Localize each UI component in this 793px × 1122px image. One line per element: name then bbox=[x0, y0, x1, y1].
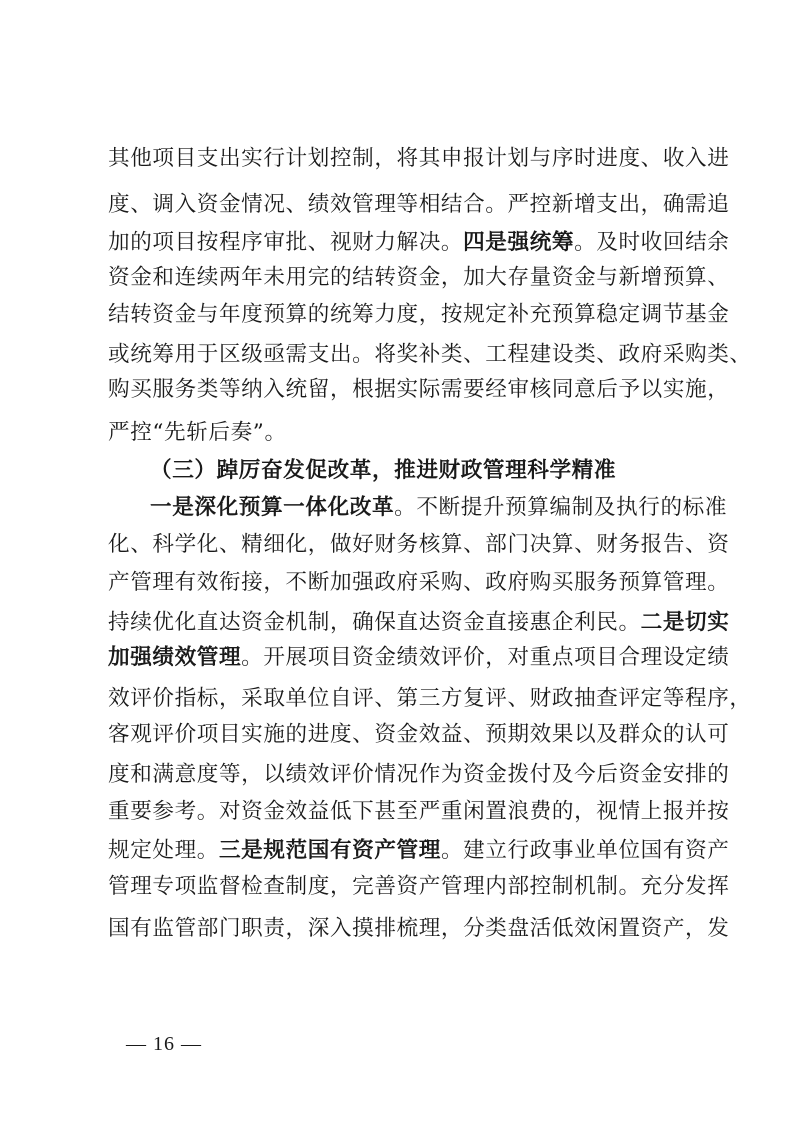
text-run: 结转资金与年度预算的统筹力度，按规定补充预算稳定调节基金 bbox=[108, 302, 730, 327]
body-line bbox=[108, 914, 730, 944]
text-run: 效评价指标，采取单位自评、第三方复评、财政抽查评定等程序， bbox=[108, 686, 752, 711]
text-run: 其他项目支出实行计划控制，将其申报计划与序时进度、收入进 bbox=[108, 146, 730, 171]
body-line bbox=[108, 720, 730, 750]
body-line bbox=[108, 643, 730, 673]
text-run: 重要参考。对资金效益低下甚至严重闲置浪费的，视情上报并按 bbox=[108, 799, 730, 824]
body-line bbox=[150, 493, 728, 523]
body-line bbox=[108, 797, 730, 827]
text-run: 。及时收回结余 bbox=[574, 230, 730, 255]
body-line bbox=[108, 418, 708, 448]
text-run: 客观评价项目实施的进度、资金效益、预期效果以及群众的认可 bbox=[108, 722, 730, 747]
body-line bbox=[108, 530, 730, 560]
body-line bbox=[108, 263, 730, 293]
body-line bbox=[108, 836, 730, 866]
text-run: 。不断提升预算编制及执行的标准 bbox=[394, 495, 728, 520]
text-run: 度和满意度等，以绩效评价情况作为资金拨付及今后资金安排的 bbox=[108, 762, 730, 787]
text-run: 管理专项监督检查制度，完善资产管理内部控制机制。充分发挥 bbox=[108, 874, 730, 899]
text-run: 化、科学化、精细化，做好财务核算、部门决算、财务报告、资 bbox=[108, 532, 730, 557]
body-line bbox=[108, 684, 752, 714]
bold-run: 四是强统筹 bbox=[463, 230, 575, 255]
body-line bbox=[108, 872, 730, 902]
body-line bbox=[108, 760, 730, 790]
text-run: 。建立行政事业单位国有资产 bbox=[440, 838, 730, 863]
body-line bbox=[108, 340, 752, 370]
heading-text: （三）踔厉奋发促改革，推进财政管理科学精准 bbox=[150, 458, 617, 483]
body-line bbox=[108, 228, 730, 258]
text-run: 规定处理。 bbox=[108, 838, 219, 863]
text-run: 持续优化直达资金机制，确保直达资金直接惠企利民。 bbox=[108, 610, 641, 635]
bold-run: 三是规范国有资产管理 bbox=[218, 838, 441, 863]
text-run: 度、调入资金情况、绩效管理等相结合。严控新增支出，确需追 bbox=[108, 192, 730, 217]
text-run: 购买服务类等纳入统留，根据实际需要经审核同意后予以实施， bbox=[108, 377, 730, 402]
bold-run: 加强绩效管理 bbox=[108, 645, 242, 670]
text-run: 加的项目按程序审批、视财力解决。 bbox=[108, 230, 464, 255]
section-heading bbox=[150, 456, 710, 486]
text-run: 。开展项目资金绩效评价，对重点项目合理设定绩 bbox=[241, 645, 730, 670]
bold-run: 二是切实 bbox=[640, 610, 730, 635]
body-line bbox=[108, 300, 730, 330]
page-number: — 16 — bbox=[126, 1033, 202, 1055]
body-line bbox=[108, 190, 730, 220]
body-line bbox=[108, 608, 730, 638]
text-run: 国有监管部门职责，深入摸排梳理，分类盘活低效闲置资产，发 bbox=[108, 916, 730, 941]
bold-run: 一是深化预算一体化改革 bbox=[150, 495, 395, 520]
body-line bbox=[108, 144, 730, 174]
text-run: 资金和连续两年未用完的结转资金，加大存量资金与新增预算、 bbox=[108, 265, 730, 290]
text-run: 严控“先斩后奏”。 bbox=[108, 420, 287, 445]
text-run: 产管理有效衔接，不断加强政府采购、政府购买服务预算管理。 bbox=[108, 570, 730, 595]
body-line bbox=[108, 568, 730, 598]
body-line bbox=[108, 375, 730, 405]
text-run: 或统筹用于区级亟需支出。将奖补类、工程建设类、政府采购类、 bbox=[108, 342, 752, 367]
